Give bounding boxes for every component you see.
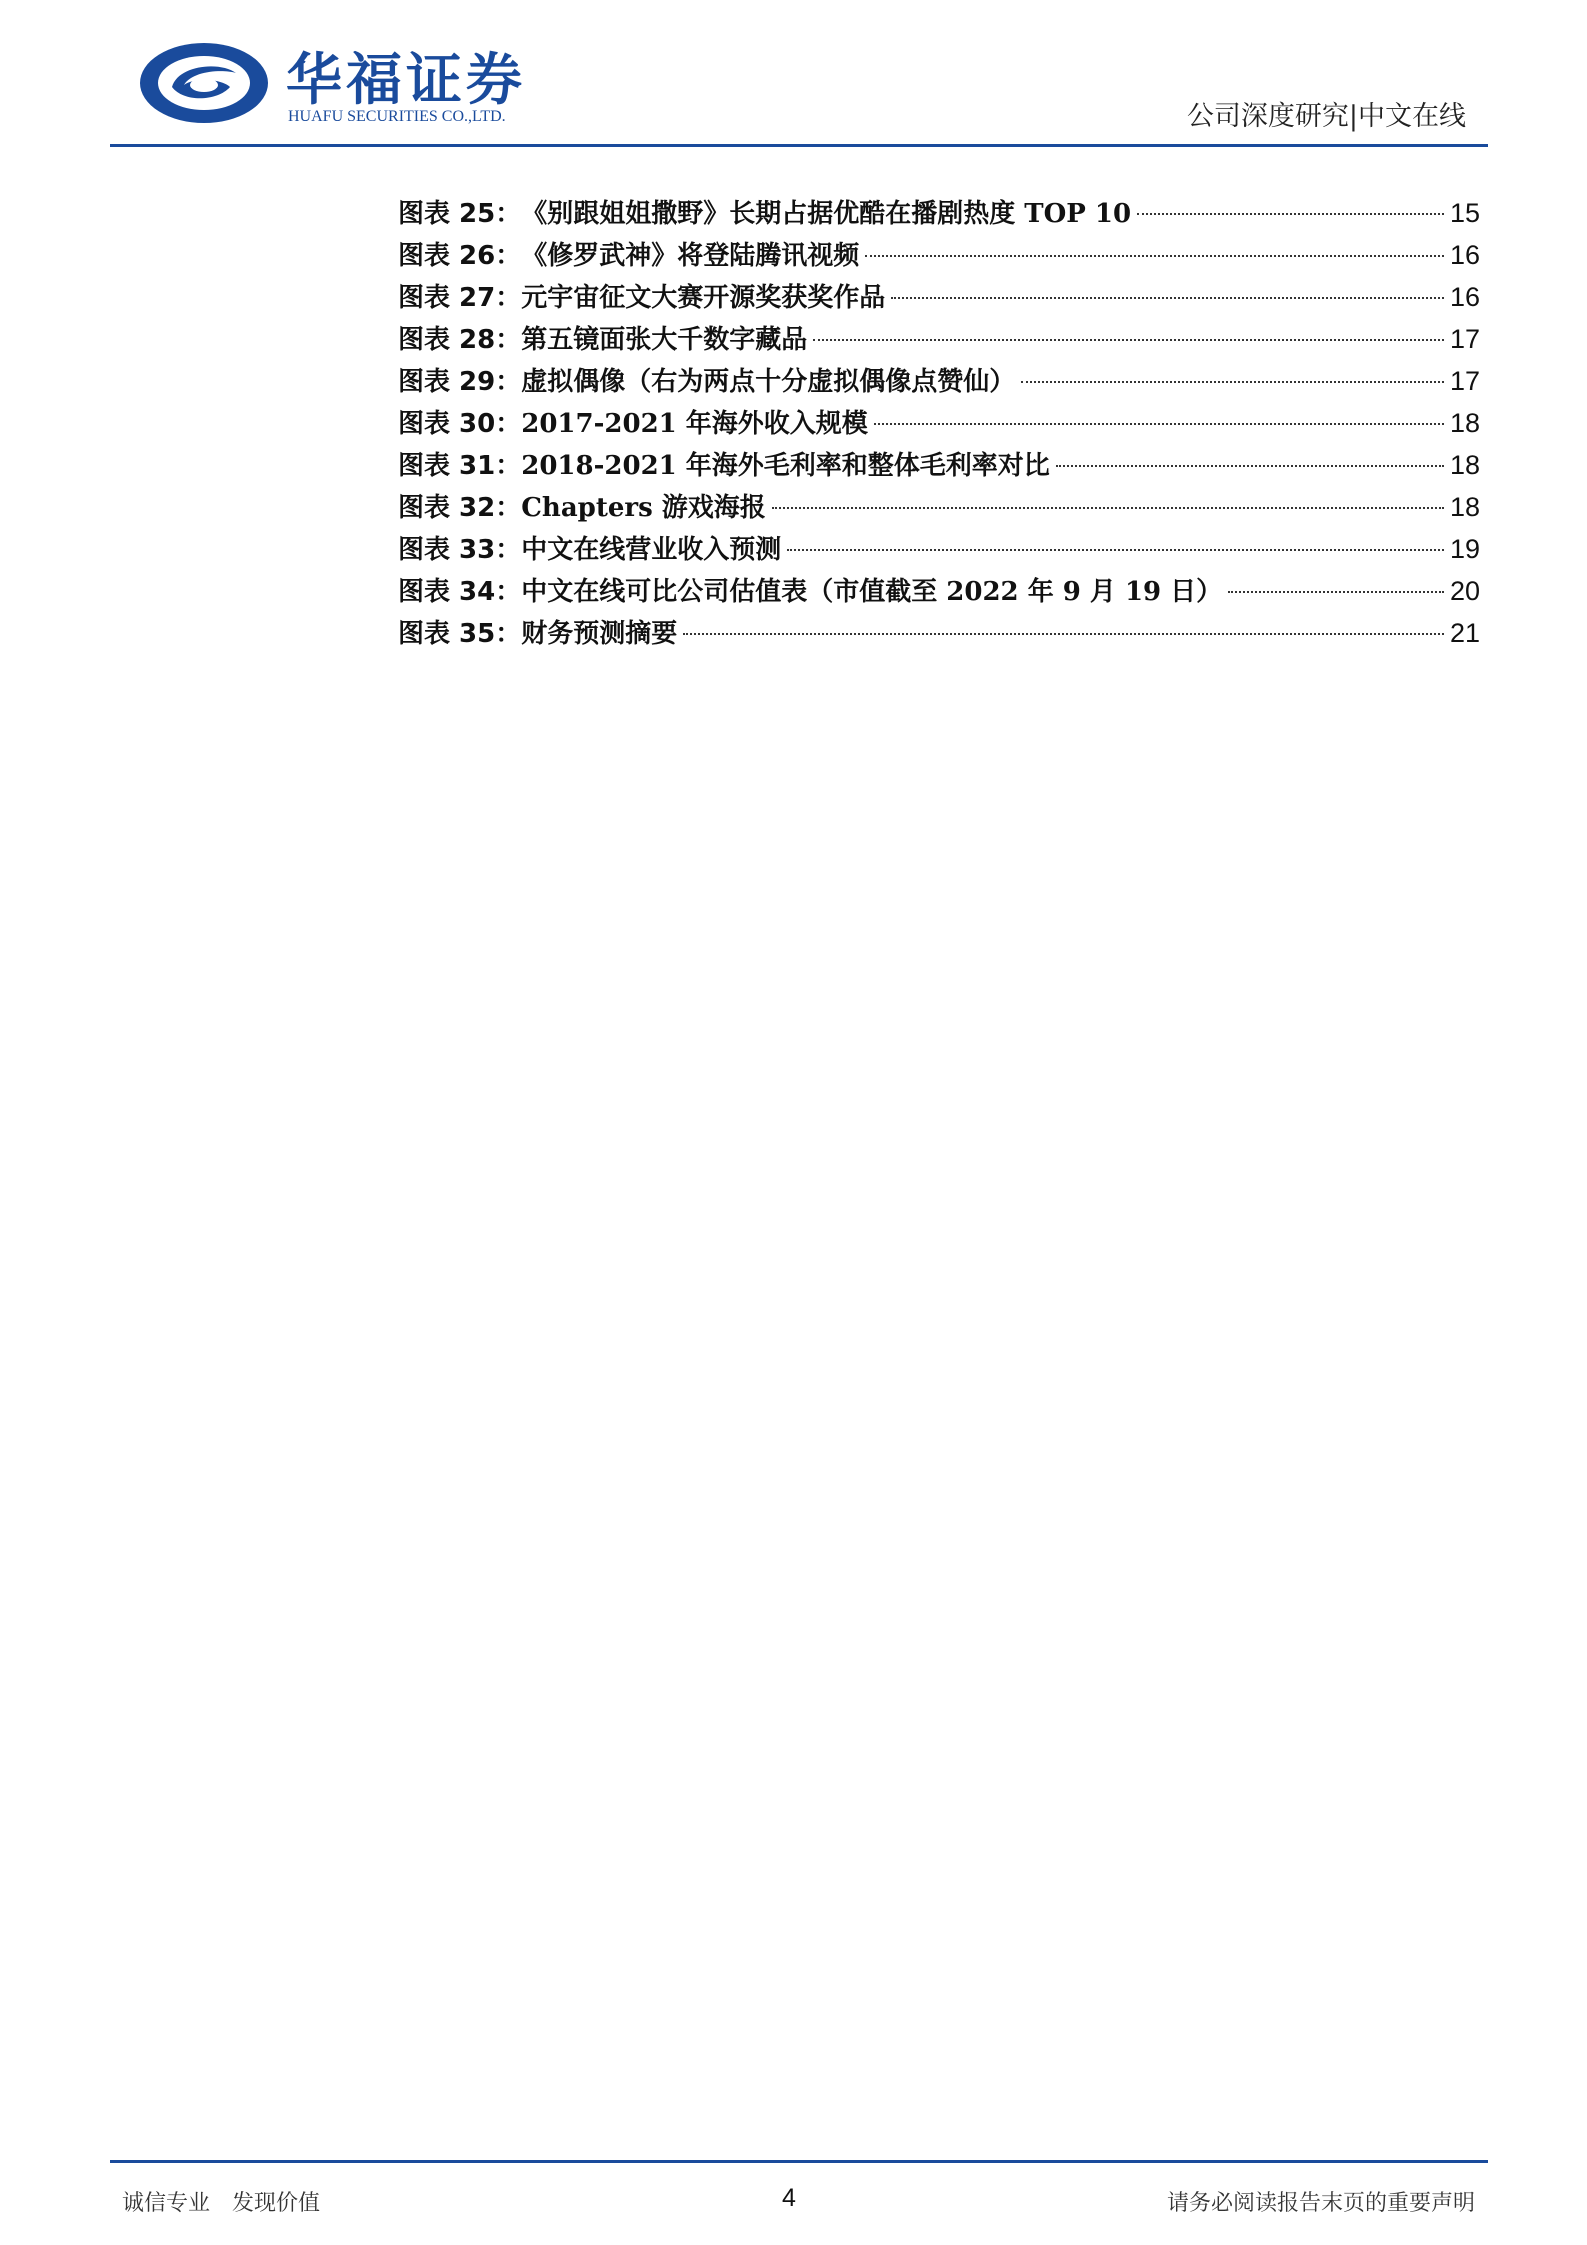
toc-entry-title: 元宇宙征文大赛开源奖获奖作品	[521, 283, 886, 313]
toc-entry[interactable]	[398, 318, 1480, 360]
toc-entry-page: 15	[1449, 198, 1480, 228]
toc-dot-leader	[1137, 213, 1444, 215]
toc-entry-page: 17	[1449, 324, 1480, 354]
toc-entry-label: 图表 34：	[398, 577, 522, 607]
toc-dot-leader	[683, 633, 1444, 635]
header-divider	[110, 144, 1488, 147]
toc-entry-label: 图表 33：	[398, 535, 522, 565]
toc-entry[interactable]	[398, 612, 1480, 654]
toc-entry-label: 图表 25：	[398, 199, 522, 229]
toc-entry-label: 图表 30：	[398, 409, 522, 439]
toc-entry-title: 2017-2021 年海外收入规模	[521, 409, 868, 439]
toc-entry[interactable]	[398, 570, 1480, 612]
logo-chinese-name: 华福证券	[286, 47, 526, 113]
toc-dot-leader	[813, 339, 1444, 341]
figure-index-list	[398, 192, 1480, 654]
toc-dot-leader	[891, 297, 1444, 299]
toc-entry[interactable]	[398, 360, 1480, 402]
toc-entry-label: 图表 31：	[398, 451, 522, 481]
toc-entry-title: 《别跟姐姐撒野》长期占据优酷在播剧热度 TOP 10	[521, 199, 1132, 229]
toc-entry-label: 图表 28：	[398, 325, 522, 355]
footer-divider	[110, 2160, 1488, 2163]
page-header	[110, 30, 1488, 150]
report-type-label: 公司深度研究|中文在线	[1186, 101, 1466, 132]
toc-entry-title: 第五镜面张大千数字藏品	[521, 325, 808, 355]
toc-entry[interactable]	[398, 444, 1480, 486]
toc-entry-title: 《修罗武神》将登陆腾讯视频	[521, 241, 860, 271]
toc-entry-label: 图表 35：	[398, 619, 522, 649]
toc-entry[interactable]	[398, 276, 1480, 318]
toc-entry-label: 图表 32：	[398, 493, 522, 523]
toc-entry[interactable]	[398, 234, 1480, 276]
toc-entry-title: 2018-2021 年海外毛利率和整体毛利率对比	[521, 451, 1050, 481]
toc-dot-leader	[1056, 465, 1444, 467]
toc-entry-label: 图表 26：	[398, 241, 522, 271]
toc-entry-title: 中文在线可比公司估值表（市值截至 2022 年 9 月 19 日）	[521, 577, 1223, 607]
toc-entry-title: Chapters 游戏海报	[521, 493, 766, 523]
logo-english-name: HUAFU SECURITIES CO.,LTD.	[288, 108, 506, 125]
toc-dot-leader	[1228, 591, 1444, 593]
toc-entry[interactable]	[398, 402, 1480, 444]
toc-entry-title: 财务预测摘要	[521, 619, 678, 649]
toc-entry-title: 中文在线营业收入预测	[521, 535, 782, 565]
toc-entry-page: 17	[1449, 366, 1480, 396]
toc-dot-leader	[865, 255, 1444, 257]
toc-dot-leader	[787, 549, 1444, 551]
huafu-logo-icon	[138, 41, 270, 125]
toc-entry[interactable]	[398, 192, 1480, 234]
toc-entry-label: 图表 29：	[398, 367, 522, 397]
toc-dot-leader	[772, 507, 1444, 509]
toc-entry-page: 21	[1449, 618, 1480, 648]
toc-entry-page: 16	[1449, 282, 1480, 312]
toc-entry-page: 18	[1449, 450, 1480, 480]
toc-entry-page: 16	[1449, 240, 1480, 270]
toc-dot-leader	[874, 423, 1444, 425]
toc-dot-leader	[1021, 381, 1444, 383]
toc-entry-title: 虚拟偶像（右为两点十分虚拟偶像点赞仙）	[521, 367, 1016, 397]
huafu-logo	[138, 36, 658, 136]
toc-entry-page: 19	[1449, 534, 1480, 564]
toc-entry-page: 18	[1449, 408, 1480, 438]
toc-entry-label: 图表 27：	[398, 283, 522, 313]
page-number: 4	[782, 2184, 796, 2212]
toc-entry-page: 20	[1449, 576, 1480, 606]
toc-entry[interactable]	[398, 528, 1480, 570]
footer-disclaimer-notice: 请务必阅读报告末页的重要声明	[1166, 2191, 1475, 2216]
toc-entry[interactable]	[398, 486, 1480, 528]
toc-entry-page: 18	[1449, 492, 1480, 522]
footer-slogan: 诚信专业 发现价值	[122, 2191, 321, 2216]
